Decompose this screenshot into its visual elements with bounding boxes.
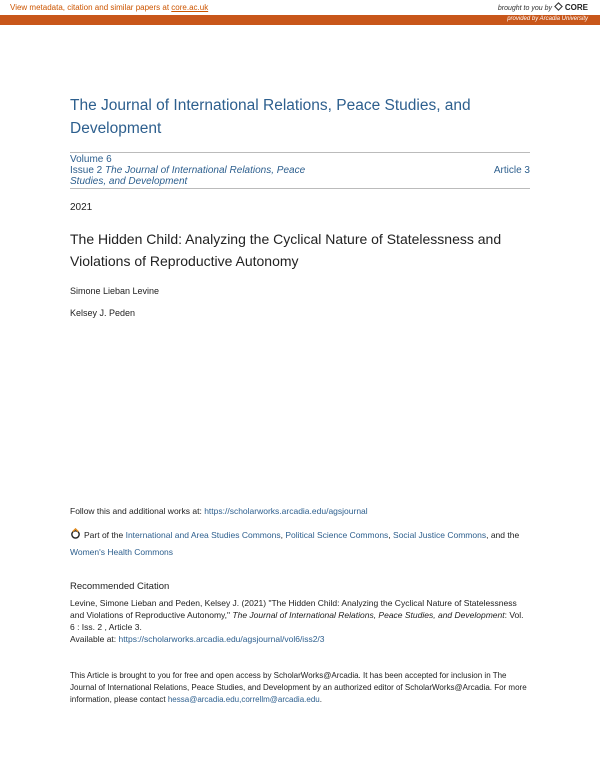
provided-by-text: provided by Arcadia University: [507, 16, 588, 22]
womens-health-link[interactable]: Women's Health Commons: [70, 547, 174, 557]
part-of-commons: Part of the International and Area Studies Commons, Political Science Commons, Social Justice Commons, and the Women's Health Commons: [70, 530, 520, 557]
brought-by: brought to you by CORE: [497, 3, 588, 12]
citation-url-link[interactable]: https://scholarworks.arcadia.edu/agsjournal/vol6/iss2/3: [118, 634, 325, 644]
social-justice-link[interactable]: Social Justice Commons: [393, 530, 487, 540]
follow-line: Follow this and additional works at: https://scholarworks.arcadia.edu/agsjournal: [70, 506, 368, 516]
open-access-icon: [70, 528, 81, 539]
journal-title[interactable]: The Journal of International Relations, Peace Studies, and Development: [70, 97, 471, 137]
international-area-studies-link[interactable]: International and Area Studies Commons: [125, 530, 281, 540]
core-brand[interactable]: CORE: [564, 3, 588, 12]
contact-email-link[interactable]: hessa@arcadia.edu,correllm@arcadia.edu: [167, 695, 320, 704]
article-link[interactable]: Article 3: [493, 165, 530, 176]
volume-link[interactable]: Volume 6: [70, 154, 112, 165]
publication-year: 2021: [70, 202, 93, 213]
political-science-link[interactable]: Political Science Commons: [285, 530, 389, 540]
core-link[interactable]: core.ac.uk: [171, 3, 209, 12]
core-logo-icon: [554, 2, 563, 11]
follow-url-link[interactable]: https://scholarworks.arcadia.edu/agsjournal: [204, 506, 368, 516]
core-banner: [0, 0, 600, 15]
provider-bar: [0, 15, 600, 25]
author-1: Simone Lieban Levine: [70, 286, 160, 296]
author-2: Kelsey J. Peden: [70, 308, 136, 318]
paper-title: The Hidden Child: Analyzing the Cyclical Nature of Statelessness and Violations of Reproductive Autonomy: [70, 231, 502, 269]
metadata-notice: View metadata, citation and similar papers at core.ac.uk: [10, 3, 209, 12]
open-access-notice: This Article is brought to you for free and open access by ScholarWorks@Arcadia. It has been accepted for inclusion in The Journal of International Relations, Peace Studies, and Development by an authorized editor of ScholarWorks@Arcadia. For more information, please contact hessa@arcadia.edu,correllm@arcadia.edu.: [70, 671, 527, 704]
divider-top: [70, 152, 530, 153]
divider-bottom: [70, 188, 530, 189]
citation-body: Levine, Simone Lieban and Peden, Kelsey J. (2021) "The Hidden Child: Analyzing the Cyclical Nature of Statelessness and Violations of Reproductive Autonomy," The Journal of International Relations, Peace Studies, and Development: Vol. 6 : Iss. 2 , Article 3. Available at: https://scholarworks.arcadia.edu/agsjournal/vol6/iss2/3: [70, 598, 524, 644]
recommended-citation-heading: Recommended Citation: [70, 581, 170, 592]
issue-link[interactable]: Issue 2 The Journal of International Relations, Peace Studies, and Development: [70, 165, 306, 187]
